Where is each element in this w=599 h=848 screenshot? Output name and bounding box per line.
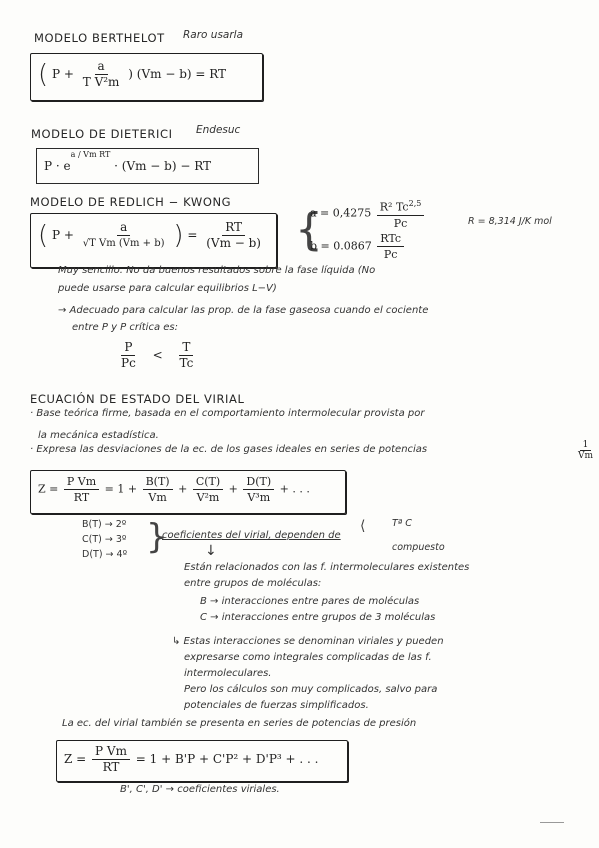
pressure-ratio-inequality: $\frac{P}{Pc}$ < $\frac{T}{Tc}$	[121, 340, 194, 370]
pressure-series-line: La ec. del virial también se presenta en series de potencias de presión	[62, 718, 417, 729]
redlich-text-2: puede usarse para calcular equilibrios L−V)	[58, 283, 277, 294]
coef-c-order: C(T) → 3º	[82, 534, 127, 545]
coef-label: coeficientes del virial, dependen de	[162, 530, 341, 541]
berthelot-note: Raro usarla	[183, 29, 244, 41]
virial-line-3: · Expresa las desviaciones de la ec. de los gases ideales en series de potencias	[30, 444, 428, 455]
constant-a: a = 0,4275 $\frac{R^2 Tc^{2,5}}{Pc}$	[310, 196, 426, 231]
virial-title: ECUACIÓN DE ESTADO DEL VIRIAL	[30, 392, 245, 406]
explain-7: intermoleculares.	[184, 668, 272, 679]
explain-2: entre grupos de moléculas:	[184, 578, 322, 589]
redlich-text-4: entre P y P crítica es:	[72, 322, 178, 333]
page-end-mark	[540, 822, 564, 823]
redlich-title: MODELO DE REDLICH − KWONG	[30, 195, 232, 209]
redlich-text-3: → Adecuado para calcular las prop. de la fase gaseosa cuando el cociente	[58, 305, 429, 316]
coef-d-order: D(T) → 4º	[82, 549, 128, 560]
coef-brace: }	[146, 517, 168, 557]
dep-temperature: Tª C	[392, 518, 412, 529]
berthelot-equation: ( P + $\frac{a}{\text{T V²m}}$ ) (Vm − b) = RT	[38, 59, 227, 90]
dieterici-note: Endesuc	[196, 124, 241, 136]
explain-3: B → interacciones entre pares de moléculas	[200, 596, 420, 607]
down-arrow-icon: ↓	[205, 543, 217, 559]
berthelot-title: MODELO BERTHELOT	[34, 31, 165, 45]
explain-6: expresarse como integrales complicadas de las f.	[184, 652, 432, 663]
virial-volume-equation: Z = $\frac{\text{P Vm}}{RT}$ = 1 + $\frac{B(T)}{Vm}$ + $\frac{C(T)}{\text{V²m}}$ + $\frac{D(T)}{\text{V³m}}$ + . . .	[38, 475, 310, 504]
explain-1: Están relacionados con las f. intermoleculares existentes	[184, 562, 470, 573]
redlich-equation: ( P + $\frac{a}{\text{√T Vm (Vm + b)}}$ ) = $\frac{RT}{(Vm - b)}$	[38, 220, 261, 251]
virial-line-1: · Base teórica firme, basada en el comportamiento intermolecular provista por	[30, 408, 425, 419]
virial-pressure-equation: Z = $\frac{\text{P Vm}}{RT}$ = 1 + B'P + C'P² + D'P³ + . . .	[64, 744, 319, 774]
coef-b-order: B(T) → 2º	[82, 519, 127, 530]
constants-brace: {	[295, 204, 323, 255]
gas-constant: R = 8,314 J/K mol	[468, 216, 552, 227]
virial-coefficients-note: B', C', D' → coeficientes viriales.	[120, 784, 280, 795]
explain-4: C → interacciones entre grupos de 3 moléculas	[200, 612, 436, 623]
explain-8: Pero los cálculos son muy complicados, salvo para	[184, 684, 438, 695]
constant-b: b = 0.0867 $\frac{\text{RTc}}{Pc}$	[310, 231, 406, 262]
explain-9: potenciales de fuerzas simplificados.	[184, 700, 369, 711]
virial-line-2: la mecánica estadística.	[38, 430, 159, 441]
coef-branch-arrows: ⟨	[360, 518, 366, 534]
dieterici-equation: $P \cdot e^{a / Vm RT} \cdot (Vm - b)$ − RT	[44, 150, 212, 173]
dieterici-title: MODELO DE DIETERICI	[31, 127, 173, 141]
redlich-text-1: Muy sencillo. No da buenos resultados sobre la fase líquida (No	[58, 265, 376, 276]
virial-power-fraction: $\frac{1}{Vm}$	[578, 440, 594, 461]
explain-5: ↳ Estas interacciones se denominan viriales y pueden	[172, 636, 444, 647]
dep-compound: compuesto	[392, 542, 445, 553]
